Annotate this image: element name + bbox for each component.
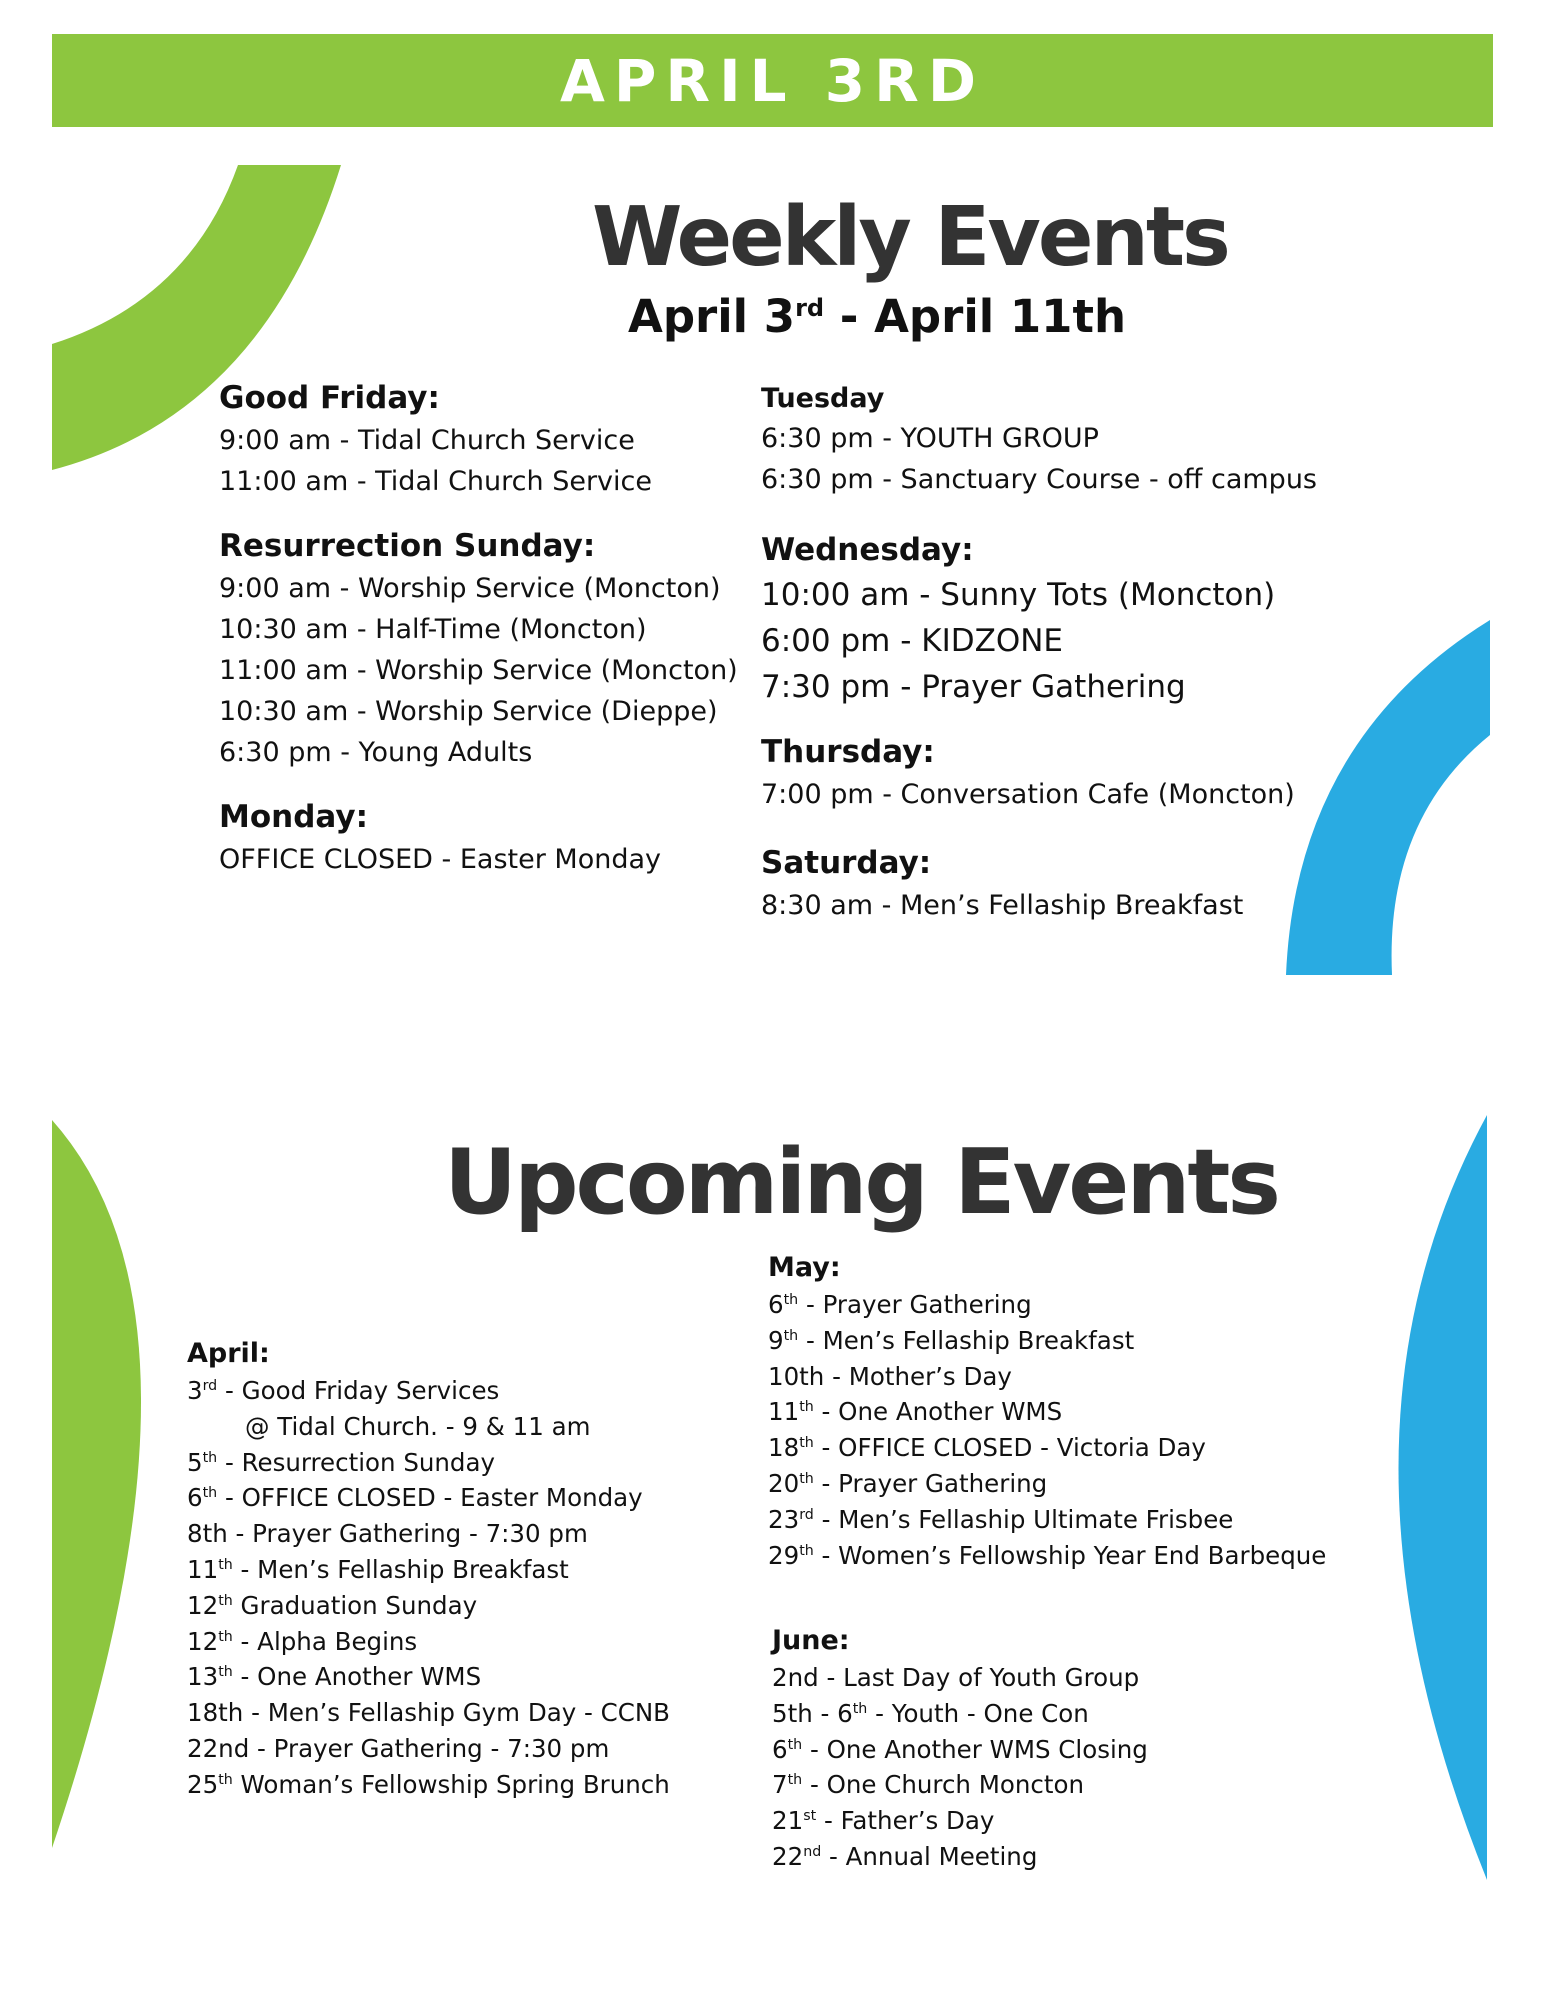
event-description: - Youth - One Con: [867, 1698, 1089, 1728]
event-description: - Men’s Fellaship Breakfast: [232, 1554, 569, 1584]
event-date-suffix: th: [202, 1449, 218, 1466]
event-group-tuesday: [761, 380, 1317, 500]
weekly-left-column: [219, 376, 738, 880]
event-item: [187, 1480, 670, 1516]
event-date-suffix: th: [799, 1470, 814, 1487]
event-date-suffix: th: [202, 1485, 218, 1502]
event-item: [187, 1409, 670, 1445]
event-day-heading: Thursday:: [761, 734, 935, 770]
event-date: 9: [768, 1325, 784, 1355]
event-item: [772, 1803, 1148, 1839]
month-heading-june: June:: [772, 1625, 850, 1656]
event-line: 7:30 pm - Prayer Gathering: [761, 669, 1186, 705]
event-item: [772, 1696, 1148, 1732]
event-line: 8:30 am - Men’s Fellaship Breakfast: [761, 890, 1244, 921]
event-item: [187, 1659, 670, 1695]
event-date: 10th: [768, 1361, 825, 1391]
event-item: [768, 1466, 1326, 1502]
event-description: Woman’s Fellowship Spring Brunch: [232, 1769, 670, 1799]
event-item: [187, 1624, 670, 1660]
event-description: - One Church Moncton: [802, 1770, 1084, 1800]
event-date: 12: [187, 1626, 219, 1656]
event-date-suffix: th: [218, 1592, 233, 1609]
event-day-heading: Wednesday:: [761, 532, 974, 568]
event-item: [772, 1660, 1148, 1696]
event-item: [187, 1373, 670, 1409]
event-date: 5: [187, 1447, 203, 1477]
event-date: 2nd: [772, 1663, 819, 1692]
event-date: 23: [768, 1504, 800, 1534]
event-group-wednesday: [761, 528, 1317, 710]
event-date: 3: [187, 1376, 203, 1405]
event-group-saturday: [761, 841, 1317, 926]
event-item: [187, 1731, 670, 1767]
event-item: [768, 1538, 1326, 1574]
event-description: - Men’s Fellaship Breakfast: [798, 1325, 1135, 1355]
event-item: [768, 1394, 1326, 1430]
event-description: Graduation Sunday: [232, 1590, 478, 1620]
event-item: [768, 1323, 1326, 1359]
event-day-heading: Resurrection Sunday:: [219, 528, 596, 564]
event-description: - Good Friday Services: [217, 1376, 500, 1405]
event-description: - Prayer Gathering - 7:30 pm: [249, 1733, 610, 1763]
date-range-start: April 3: [628, 290, 796, 343]
event-day-heading: Tuesday: [761, 383, 885, 414]
event-date: 6: [768, 1290, 784, 1319]
event-date-suffix: th: [799, 1399, 814, 1416]
event-date-suffix: th: [787, 1736, 803, 1753]
event-date: 22nd: [187, 1733, 250, 1763]
event-date: 7: [772, 1770, 788, 1800]
event-line: 10:30 am - Worship Service (Dieppe): [219, 696, 718, 727]
event-description: - Prayer Gathering: [813, 1468, 1048, 1498]
event-date: 6: [772, 1734, 788, 1764]
date-range-end: - April 11th: [824, 290, 1127, 343]
event-day-heading: Monday:: [219, 799, 368, 835]
event-date-suffix: nd: [803, 1843, 822, 1860]
event-date: 5th - 6: [772, 1698, 853, 1728]
event-item: [187, 1445, 670, 1481]
event-line: 11:00 am - Worship Service (Moncton): [219, 655, 738, 686]
may-column: [768, 1249, 1326, 1573]
event-description: - Prayer Gathering - 7:30 pm: [227, 1519, 588, 1549]
event-item: [187, 1552, 670, 1588]
event-date: 21: [772, 1806, 804, 1836]
event-date: 12: [187, 1590, 219, 1620]
weekly-events-title: Weekly Events: [592, 190, 1228, 285]
event-item: [768, 1430, 1326, 1466]
date-banner: [52, 34, 1493, 127]
event-description: - OFFICE CLOSED - Victoria Day: [813, 1433, 1206, 1463]
event-item: [187, 1695, 670, 1731]
event-date-suffix: th: [799, 1542, 814, 1559]
event-date: 11: [768, 1397, 800, 1427]
event-description: - Men’s Fellaship Ultimate Frisbee: [813, 1504, 1234, 1534]
event-line: 10:30 am - Half-Time (Moncton): [219, 614, 647, 645]
event-line: 9:00 am - Worship Service (Moncton): [219, 573, 721, 604]
event-item: [772, 1767, 1148, 1803]
event-line: 6:30 pm - YOUTH GROUP: [761, 423, 1099, 454]
event-description: - Resurrection Sunday: [217, 1447, 495, 1477]
event-description: - OFFICE CLOSED - Easter Monday: [217, 1483, 643, 1513]
event-description: - One Another WMS: [232, 1662, 482, 1692]
event-date-suffix: th: [218, 1628, 233, 1645]
weekly-date-range: [628, 290, 1126, 343]
event-group-monday: [219, 795, 738, 880]
event-item: [772, 1732, 1148, 1768]
event-date: 18th: [187, 1698, 244, 1728]
event-description: - One Another WMS: [813, 1397, 1063, 1427]
event-date-suffix: th: [218, 1771, 233, 1788]
event-date-suffix: th: [852, 1700, 868, 1717]
event-line: 6:30 pm - Young Adults: [219, 737, 533, 768]
event-group-thursday: [761, 730, 1317, 815]
event-date: 18: [768, 1433, 800, 1463]
event-item: [187, 1588, 670, 1624]
event-item: [768, 1502, 1326, 1538]
date-range-start-sup: rd: [795, 294, 825, 322]
event-date-suffix: st: [803, 1808, 817, 1825]
event-line: 10:00 am - Sunny Tots (Moncton): [761, 577, 1276, 613]
event-description: - Alpha Begins: [232, 1626, 418, 1656]
event-description: - Prayer Gathering: [798, 1290, 1032, 1319]
event-day-heading: Good Friday:: [219, 380, 440, 416]
event-date: 11: [187, 1554, 219, 1584]
event-line: 11:00 am - Tidal Church Service: [219, 466, 652, 497]
event-description: - Annual Meeting: [821, 1841, 1038, 1871]
upcoming-events-title: Upcoming Events: [444, 1130, 1278, 1235]
event-date-suffix: th: [783, 1291, 799, 1308]
event-date-suffix: th: [799, 1435, 814, 1452]
green-lens-bottom-left: [52, 1120, 141, 1848]
event-date: 20: [768, 1468, 800, 1498]
event-line: 6:00 pm - KIDZONE: [761, 623, 1063, 659]
event-date: 29: [768, 1540, 800, 1570]
weekly-right-column: [761, 380, 1317, 926]
event-date: 22: [772, 1841, 804, 1871]
june-event-list: [772, 1660, 1148, 1875]
event-description: - Women’s Fellowship Year End Barbeque: [813, 1540, 1327, 1570]
event-date-suffix: th: [218, 1556, 233, 1573]
event-date: 8th: [187, 1519, 228, 1549]
event-date-suffix: rd: [202, 1377, 218, 1394]
event-description: @ Tidal Church. - 9 & 11 am: [245, 1411, 591, 1441]
event-date-suffix: th: [787, 1772, 803, 1789]
event-description: - Last Day of Youth Group: [818, 1663, 1140, 1692]
event-group-resurrection-sunday: [219, 524, 738, 773]
event-description: - One Another WMS Closing: [802, 1734, 1148, 1764]
blue-lens-bottom-right: [1399, 1115, 1488, 1880]
event-date: 6: [187, 1483, 203, 1513]
event-description: - Mother’s Day: [824, 1361, 1012, 1391]
event-description: - Men’s Fellaship Gym Day - CCNB: [243, 1698, 670, 1728]
event-item: [768, 1359, 1326, 1395]
event-line: OFFICE CLOSED - Easter Monday: [219, 844, 661, 875]
april-column: [187, 1335, 670, 1803]
event-item: [768, 1287, 1326, 1323]
event-date-suffix: th: [783, 1327, 799, 1344]
month-heading-may: May:: [768, 1252, 841, 1283]
event-group-good-friday: [219, 376, 738, 502]
april-event-list: [187, 1373, 670, 1803]
may-event-list: [768, 1287, 1326, 1573]
month-heading-april: April:: [187, 1338, 270, 1369]
event-item: [187, 1767, 670, 1803]
event-item: [187, 1516, 670, 1552]
event-line: 9:00 am - Tidal Church Service: [219, 425, 635, 456]
event-date-suffix: th: [218, 1664, 233, 1681]
banner-text: APRIL 3RD: [560, 46, 985, 115]
event-date: 25: [187, 1769, 219, 1799]
event-item: [772, 1839, 1148, 1875]
event-line: 6:30 pm - Sanctuary Course - off campus: [761, 464, 1317, 495]
event-description: - Father’s Day: [816, 1806, 995, 1836]
event-line: 7:00 pm - Conversation Cafe (Moncton): [761, 779, 1295, 810]
event-day-heading: Saturday:: [761, 845, 932, 881]
event-date: 13: [187, 1662, 219, 1692]
event-date-suffix: rd: [799, 1506, 814, 1523]
june-column: [772, 1622, 1148, 1875]
